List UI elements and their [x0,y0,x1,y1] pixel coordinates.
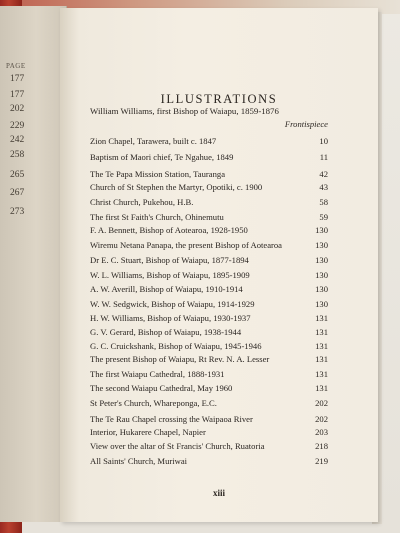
illustration-entry [90,311,328,325]
left-page [0,6,67,522]
illustration-title: The present Bishop of Waiapu, Rt Rev. N. A. Lesser [90,354,270,364]
illustration-page-number: 219 [315,456,328,466]
frontispiece-entry [90,104,328,118]
illustration-entry [90,223,328,237]
illustration-page-number: 42 [319,169,328,179]
illustration-page-number: 202 [315,414,328,424]
left-page-number: 177 [10,74,25,84]
illustration-page-number: 130 [315,270,328,280]
illustration-entry [90,134,328,148]
illustration-entry [90,367,328,381]
illustration-entry [90,396,328,410]
illustration-page-number: 11 [319,152,328,162]
left-page-number: 273 [10,207,25,217]
illustration-page-number: 130 [315,225,328,235]
illustration-title: W. L. Williams, Bishop of Waiapu, 1895-1909 [90,270,250,280]
illustration-title: Christ Church, Pukehou, H.B. [90,197,194,207]
illustration-page-number: 131 [315,383,328,393]
left-page-number: 258 [10,150,25,160]
illustration-title: Dr E. C. Stuart, Bishop of Waiapu, 1877-1894 [90,255,249,265]
illustration-entry [90,180,328,194]
illustration-page-number: 59 [319,212,328,222]
illustration-entry [90,439,328,453]
illustration-entry [90,381,328,395]
illustration-title: The first Waiapu Cathedral, 1888-1931 [90,369,225,379]
illustration-title: W. W. Sedgwick, Bishop of Waiapu, 1914-1929 [90,299,255,309]
illustration-title: All Saints' Church, Muriwai [90,456,188,466]
illustration-entry [90,425,328,439]
page-title: ILLUSTRATIONS [160,92,278,106]
illustration-page-number: 58 [319,197,328,207]
illustration-page-number: 202 [315,398,328,408]
illustration-entry [90,352,328,366]
illustration-page-number: 130 [315,255,328,265]
frontispiece-label: Frontispiece [284,119,328,129]
left-page-heading: PAGE [6,62,26,70]
illustration-title: G. C. Cruickshank, Bishop of Waiapu, 1945-1946 [90,341,262,351]
illustration-title: G. V. Gerard, Bishop of Waiapu, 1938-1944 [90,327,242,337]
illustration-page-number: 130 [315,240,328,250]
illustration-entry [90,150,328,164]
left-page-number: 177 [10,90,25,100]
illustration-title: H. W. Williams, Bishop of Waiapu, 1930-1937 [90,313,251,323]
illustration-title: St Peter's Church, Wharepongа, E.C. [90,398,217,408]
left-page-number: 229 [10,121,25,131]
illustration-entry [90,167,328,181]
illustration-entry [90,268,328,282]
illustration-page-number: 131 [315,341,328,351]
illustration-page-number: 130 [315,284,328,294]
illustration-page-number: 10 [319,136,328,146]
illustration-title: F. A. Bennett, Bishop of Aotearoa, 1928-1950 [90,225,248,235]
illustration-entry [90,253,328,267]
illustration-title: Zion Chapel, Tarawera, built c. 1847 [90,136,217,146]
illustration-page-number: 130 [315,299,328,309]
left-page-number: 202 [10,104,25,114]
illustration-title: Church of St Stephen the Martyr, Opotiki, c. 1900 [90,182,263,192]
illustration-page-number: 131 [315,369,328,379]
illustration-page-number: 131 [315,313,328,323]
illustration-title: Baptism of Maori chief, Te Ngahue, 1849 [90,152,234,162]
illustration-title: View over the altar of St Francis' Church, Ruatoria [90,441,265,451]
page-folio: xiii [212,488,225,498]
illustration-title: The second Waiapu Cathedral, May 1960 [90,383,233,393]
illustration-title: William Williams, first Bishop of Waiapu, 1859-1876 [90,106,279,116]
illustration-title: A. W. Averill, Bishop of Waiapu, 1910-1914 [90,284,243,294]
illustration-page-number: 43 [319,182,328,192]
illustration-page-number: 131 [315,327,328,337]
illustration-entry [90,297,328,311]
illustration-entry [90,454,328,468]
left-page-number: 267 [10,188,25,198]
illustration-entry [90,210,328,224]
illustration-page-number: 218 [315,441,328,451]
left-page-number: 242 [10,135,25,145]
illustration-title: The Te Rau Chapel crossing the Waipaoa River [90,414,253,424]
illustration-page-number: 131 [315,354,328,364]
illustration-title: Interior, Hukarere Chapel, Napier [90,427,206,437]
illustration-entry [90,325,328,339]
illustration-title: Wiremu Netana Panapa, the present Bishop of Aotearoa [90,240,282,250]
illustration-entry [90,238,328,252]
left-page-number: 265 [10,170,25,180]
illustration-entry [90,282,328,296]
illustration-title: The Te Papa Mission Station, Tauranga [90,169,226,179]
illustration-entry [90,195,328,209]
illustration-title: The first St Faith's Church, Ohinemutu [90,212,224,222]
illustration-entry [90,339,328,353]
illustration-entry [90,412,328,426]
illustration-page-number: 203 [315,427,328,437]
